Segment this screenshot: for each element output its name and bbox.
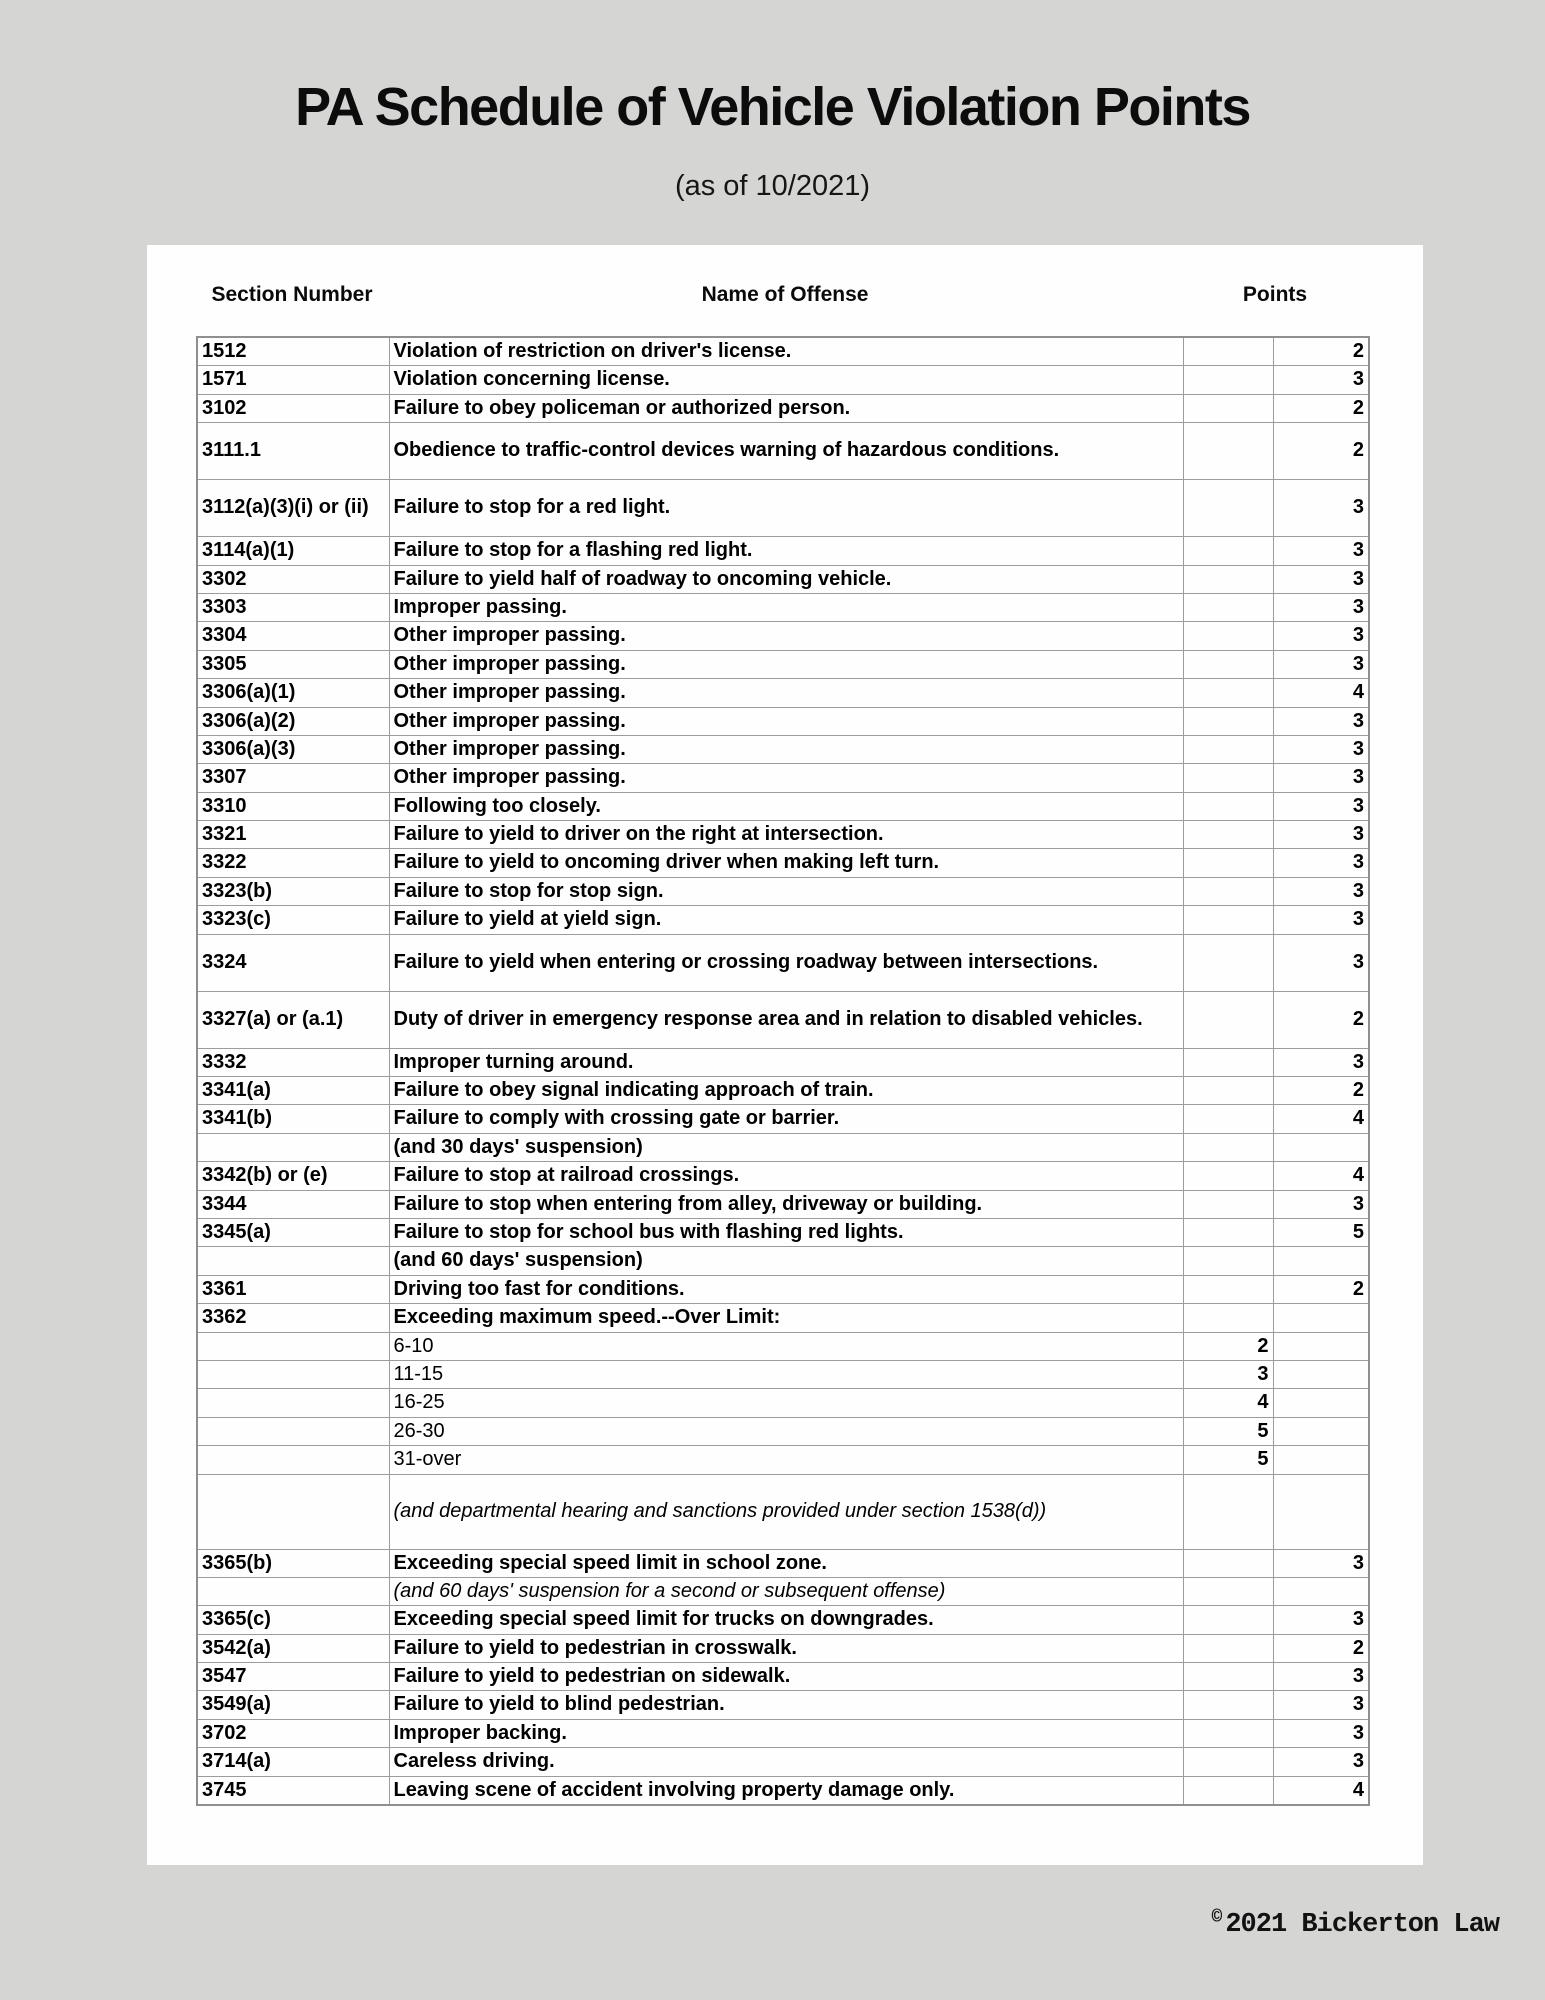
points-cell: 3 bbox=[1273, 1719, 1369, 1747]
offense-cell: Obedience to traffic-control devices warning of hazardous conditions. bbox=[389, 423, 1183, 480]
offense-cell: Exceeding maximum speed.--Over Limit: bbox=[389, 1304, 1183, 1332]
offense-cell: Failure to yield to oncoming driver when making left turn. bbox=[389, 849, 1183, 877]
section-cell: 3114(a)(1) bbox=[197, 537, 389, 565]
table-row bbox=[197, 1691, 1369, 1719]
subpoints-cell bbox=[1183, 1304, 1273, 1332]
section-cell: 1571 bbox=[197, 366, 389, 394]
offense-cell: Failure to stop when entering from alley, driveway or building. bbox=[389, 1190, 1183, 1218]
footer-credit bbox=[1212, 1908, 1499, 1940]
offense-cell: Careless driving. bbox=[389, 1748, 1183, 1776]
points-cell: 3 bbox=[1273, 537, 1369, 565]
subpoints-cell bbox=[1183, 934, 1273, 991]
points-cell: 3 bbox=[1273, 565, 1369, 593]
table-row bbox=[197, 1048, 1369, 1076]
table-row bbox=[197, 1077, 1369, 1105]
points-cell: 4 bbox=[1273, 1162, 1369, 1190]
points-cell bbox=[1273, 1247, 1369, 1275]
table-row bbox=[197, 1190, 1369, 1218]
points-cell bbox=[1273, 1577, 1369, 1605]
points-cell: 2 bbox=[1273, 1634, 1369, 1662]
subpoints-cell: 5 bbox=[1183, 1446, 1273, 1474]
points-cell: 3 bbox=[1273, 1748, 1369, 1776]
offense-cell: Duty of driver in emergency response area and in relation to disabled vehicles. bbox=[389, 991, 1183, 1048]
table-row bbox=[197, 1577, 1369, 1605]
section-cell: 3344 bbox=[197, 1190, 389, 1218]
offense-cell: Other improper passing. bbox=[389, 764, 1183, 792]
subpoints-cell bbox=[1183, 1776, 1273, 1805]
section-cell bbox=[197, 1247, 389, 1275]
points-cell bbox=[1273, 1417, 1369, 1445]
table-row bbox=[197, 1474, 1369, 1549]
table-row bbox=[197, 764, 1369, 792]
table-row bbox=[197, 1304, 1369, 1332]
subpoints-cell: 3 bbox=[1183, 1360, 1273, 1388]
subpoints-cell bbox=[1183, 1105, 1273, 1133]
page-title: PA Schedule of Vehicle Violation Points bbox=[295, 77, 1250, 137]
subpoints-cell bbox=[1183, 593, 1273, 621]
offense-cell: Other improper passing. bbox=[389, 679, 1183, 707]
points-cell: 2 bbox=[1273, 1077, 1369, 1105]
subpoints-cell bbox=[1183, 1577, 1273, 1605]
section-cell: 3327(a) or (a.1) bbox=[197, 991, 389, 1048]
offense-cell: Other improper passing. bbox=[389, 650, 1183, 678]
section-cell: 3310 bbox=[197, 792, 389, 820]
table-row bbox=[197, 1663, 1369, 1691]
copyright-icon: © bbox=[1211, 1908, 1222, 1928]
table-row bbox=[197, 1748, 1369, 1776]
section-cell: 3111.1 bbox=[197, 423, 389, 480]
offense-cell: Failure to stop for a flashing red light. bbox=[389, 537, 1183, 565]
section-cell: 3345(a) bbox=[197, 1218, 389, 1246]
subpoints-cell bbox=[1183, 565, 1273, 593]
offense-cell: Improper backing. bbox=[389, 1719, 1183, 1747]
points-cell: 2 bbox=[1273, 394, 1369, 422]
table-row bbox=[197, 423, 1369, 480]
points-cell bbox=[1273, 1332, 1369, 1360]
table-row bbox=[197, 1606, 1369, 1634]
offense-cell: Exceeding special speed limit in school zone. bbox=[389, 1549, 1183, 1577]
points-cell: 4 bbox=[1273, 1776, 1369, 1805]
section-cell: 3102 bbox=[197, 394, 389, 422]
table-row bbox=[197, 1218, 1369, 1246]
subpoints-cell bbox=[1183, 1247, 1273, 1275]
subpoints-cell bbox=[1183, 394, 1273, 422]
table-row bbox=[197, 1446, 1369, 1474]
table-row bbox=[197, 650, 1369, 678]
subpoints-cell bbox=[1183, 480, 1273, 537]
section-cell: 3112(a)(3)(i) or (ii) bbox=[197, 480, 389, 537]
offense-cell: Failure to yield to pedestrian in crosswalk. bbox=[389, 1634, 1183, 1662]
points-cell bbox=[1273, 1389, 1369, 1417]
offense-cell: 16-25 bbox=[389, 1389, 1183, 1417]
subpoints-cell bbox=[1183, 622, 1273, 650]
subpoints-cell bbox=[1183, 1691, 1273, 1719]
column-header-name-of-offense: Name of Offense bbox=[701, 283, 869, 306]
offense-cell: Exceeding special speed limit for trucks on downgrades. bbox=[389, 1606, 1183, 1634]
subpoints-cell bbox=[1183, 877, 1273, 905]
offense-cell: 26-30 bbox=[389, 1417, 1183, 1445]
section-cell: 3341(a) bbox=[197, 1077, 389, 1105]
offense-cell: Following too closely. bbox=[389, 792, 1183, 820]
table-row bbox=[197, 593, 1369, 621]
points-cell: 3 bbox=[1273, 707, 1369, 735]
subpoints-cell bbox=[1183, 1748, 1273, 1776]
points-cell: 3 bbox=[1273, 1549, 1369, 1577]
subpoints-cell bbox=[1183, 821, 1273, 849]
subpoints-cell bbox=[1183, 1133, 1273, 1161]
offense-cell: Failure to stop at railroad crossings. bbox=[389, 1162, 1183, 1190]
column-header-section-number: Section Number bbox=[211, 283, 373, 306]
table-row bbox=[197, 1417, 1369, 1445]
section-cell: 3323(b) bbox=[197, 877, 389, 905]
points-cell bbox=[1273, 1474, 1369, 1549]
section-cell: 3323(c) bbox=[197, 906, 389, 934]
offense-cell: Improper passing. bbox=[389, 593, 1183, 621]
subpoints-cell bbox=[1183, 650, 1273, 678]
offense-cell: Failure to yield to driver on the right at intersection. bbox=[389, 821, 1183, 849]
subpoints-cell bbox=[1183, 1606, 1273, 1634]
subpoints-cell bbox=[1183, 1218, 1273, 1246]
table-row bbox=[197, 1549, 1369, 1577]
table-row bbox=[197, 707, 1369, 735]
section-cell bbox=[197, 1577, 389, 1605]
section-cell: 3302 bbox=[197, 565, 389, 593]
table-row bbox=[197, 906, 1369, 934]
section-cell: 3365(c) bbox=[197, 1606, 389, 1634]
offense-cell: Improper turning around. bbox=[389, 1048, 1183, 1076]
table-row bbox=[197, 735, 1369, 763]
points-cell: 3 bbox=[1273, 593, 1369, 621]
section-cell: 3332 bbox=[197, 1048, 389, 1076]
table-row bbox=[197, 1332, 1369, 1360]
table-row bbox=[197, 934, 1369, 991]
subpoints-cell: 2 bbox=[1183, 1332, 1273, 1360]
section-cell: 3324 bbox=[197, 934, 389, 991]
offense-cell: Other improper passing. bbox=[389, 707, 1183, 735]
offense-cell: 11-15 bbox=[389, 1360, 1183, 1388]
subpoints-cell bbox=[1183, 1077, 1273, 1105]
section-cell: 1512 bbox=[197, 337, 389, 366]
offense-cell: Other improper passing. bbox=[389, 622, 1183, 650]
section-cell: 3365(b) bbox=[197, 1549, 389, 1577]
offense-cell: Failure to stop for stop sign. bbox=[389, 877, 1183, 905]
subpoints-cell bbox=[1183, 764, 1273, 792]
points-cell: 3 bbox=[1273, 1691, 1369, 1719]
table-row bbox=[197, 849, 1369, 877]
section-cell bbox=[197, 1389, 389, 1417]
section-cell: 3542(a) bbox=[197, 1634, 389, 1662]
subpoints-cell bbox=[1183, 1190, 1273, 1218]
table-row bbox=[197, 1634, 1369, 1662]
points-cell bbox=[1273, 1446, 1369, 1474]
section-cell: 3547 bbox=[197, 1663, 389, 1691]
table-row bbox=[197, 1389, 1369, 1417]
subpoints-cell bbox=[1183, 1634, 1273, 1662]
points-cell: 3 bbox=[1273, 934, 1369, 991]
subpoints-cell bbox=[1183, 1549, 1273, 1577]
points-cell: 3 bbox=[1273, 877, 1369, 905]
table-row bbox=[197, 337, 1369, 366]
points-cell bbox=[1273, 1360, 1369, 1388]
points-cell: 3 bbox=[1273, 1048, 1369, 1076]
offense-cell: Other improper passing. bbox=[389, 735, 1183, 763]
points-cell bbox=[1273, 1133, 1369, 1161]
points-cell: 3 bbox=[1273, 849, 1369, 877]
points-cell: 2 bbox=[1273, 423, 1369, 480]
table-row bbox=[197, 792, 1369, 820]
section-cell: 3361 bbox=[197, 1275, 389, 1303]
subpoints-cell: 4 bbox=[1183, 1389, 1273, 1417]
points-cell: 2 bbox=[1273, 991, 1369, 1048]
points-cell: 4 bbox=[1273, 1105, 1369, 1133]
section-cell bbox=[197, 1332, 389, 1360]
section-cell bbox=[197, 1446, 389, 1474]
table-row bbox=[197, 1105, 1369, 1133]
points-cell: 3 bbox=[1273, 1606, 1369, 1634]
offense-cell: Failure to yield to pedestrian on sidewalk. bbox=[389, 1663, 1183, 1691]
points-cell: 5 bbox=[1273, 1218, 1369, 1246]
table-row bbox=[197, 366, 1369, 394]
section-cell bbox=[197, 1133, 389, 1161]
section-cell: 3702 bbox=[197, 1719, 389, 1747]
offense-cell: Driving too fast for conditions. bbox=[389, 1275, 1183, 1303]
table-row bbox=[197, 1275, 1369, 1303]
section-cell: 3306(a)(1) bbox=[197, 679, 389, 707]
subpoints-cell bbox=[1183, 1719, 1273, 1747]
section-cell: 3745 bbox=[197, 1776, 389, 1805]
subpoints-cell bbox=[1183, 707, 1273, 735]
offense-cell: Failure to stop for a red light. bbox=[389, 480, 1183, 537]
offense-cell: Violation of restriction on driver's license. bbox=[389, 337, 1183, 366]
subpoints-cell bbox=[1183, 1663, 1273, 1691]
offense-cell: Failure to yield at yield sign. bbox=[389, 906, 1183, 934]
subpoints-cell bbox=[1183, 366, 1273, 394]
table-row bbox=[197, 821, 1369, 849]
offense-cell: 6-10 bbox=[389, 1332, 1183, 1360]
points-cell: 3 bbox=[1273, 906, 1369, 934]
subpoints-cell bbox=[1183, 1474, 1273, 1549]
offense-cell: Failure to yield to blind pedestrian. bbox=[389, 1691, 1183, 1719]
table-row bbox=[197, 622, 1369, 650]
offense-cell: Failure to yield when entering or crossing roadway between intersections. bbox=[389, 934, 1183, 991]
section-cell: 3305 bbox=[197, 650, 389, 678]
offense-cell: (and 30 days' suspension) bbox=[389, 1133, 1183, 1161]
offense-cell: Violation concerning license. bbox=[389, 366, 1183, 394]
offense-cell: (and 60 days' suspension for a second or subsequent offense) bbox=[389, 1577, 1183, 1605]
table-row bbox=[197, 1247, 1369, 1275]
table-row bbox=[197, 1133, 1369, 1161]
subpoints-cell bbox=[1183, 849, 1273, 877]
offense-cell: Failure to comply with crossing gate or barrier. bbox=[389, 1105, 1183, 1133]
points-cell: 3 bbox=[1273, 1663, 1369, 1691]
subpoints-cell bbox=[1183, 792, 1273, 820]
points-cell: 3 bbox=[1273, 821, 1369, 849]
section-cell: 3341(b) bbox=[197, 1105, 389, 1133]
section-cell bbox=[197, 1360, 389, 1388]
section-cell: 3306(a)(2) bbox=[197, 707, 389, 735]
table-row bbox=[197, 991, 1369, 1048]
table-row bbox=[197, 1162, 1369, 1190]
section-cell: 3714(a) bbox=[197, 1748, 389, 1776]
points-cell: 4 bbox=[1273, 679, 1369, 707]
table-row bbox=[197, 480, 1369, 537]
points-cell: 2 bbox=[1273, 1275, 1369, 1303]
offense-cell: Leaving scene of accident involving property damage only. bbox=[389, 1776, 1183, 1805]
subpoints-cell bbox=[1183, 537, 1273, 565]
page-subtitle: (as of 10/2021) bbox=[674, 170, 871, 202]
section-cell: 3306(a)(3) bbox=[197, 735, 389, 763]
section-cell: 3304 bbox=[197, 622, 389, 650]
points-cell: 2 bbox=[1273, 337, 1369, 366]
section-cell bbox=[197, 1417, 389, 1445]
points-cell: 3 bbox=[1273, 366, 1369, 394]
offense-cell: (and 60 days' suspension) bbox=[389, 1247, 1183, 1275]
offense-cell: Failure to yield half of roadway to oncoming vehicle. bbox=[389, 565, 1183, 593]
subpoints-cell: 5 bbox=[1183, 1417, 1273, 1445]
points-cell: 3 bbox=[1273, 735, 1369, 763]
table-row bbox=[197, 565, 1369, 593]
table-row bbox=[197, 1360, 1369, 1388]
subpoints-cell bbox=[1183, 991, 1273, 1048]
offense-cell: Failure to obey policeman or authorized person. bbox=[389, 394, 1183, 422]
subpoints-cell bbox=[1183, 1162, 1273, 1190]
table-row bbox=[197, 1719, 1369, 1747]
section-cell: 3549(a) bbox=[197, 1691, 389, 1719]
section-cell: 3342(b) or (e) bbox=[197, 1162, 389, 1190]
table-row bbox=[197, 537, 1369, 565]
footer-credit-text: 2021 Bickerton Law bbox=[1225, 1910, 1499, 1940]
table-sheet bbox=[147, 245, 1423, 1865]
offense-cell: 31-over bbox=[389, 1446, 1183, 1474]
table-row bbox=[197, 394, 1369, 422]
offense-cell: (and departmental hearing and sanctions provided under section 1538(d)) bbox=[389, 1474, 1183, 1549]
section-cell bbox=[197, 1474, 389, 1549]
subpoints-cell bbox=[1183, 679, 1273, 707]
violations-table-body bbox=[197, 337, 1369, 1805]
violations-table bbox=[196, 336, 1370, 1806]
subpoints-cell bbox=[1183, 735, 1273, 763]
section-cell: 3362 bbox=[197, 1304, 389, 1332]
points-cell: 3 bbox=[1273, 650, 1369, 678]
section-cell: 3303 bbox=[197, 593, 389, 621]
offense-cell: Failure to obey signal indicating approach of train. bbox=[389, 1077, 1183, 1105]
points-cell: 3 bbox=[1273, 1190, 1369, 1218]
section-cell: 3307 bbox=[197, 764, 389, 792]
section-cell: 3322 bbox=[197, 849, 389, 877]
subpoints-cell bbox=[1183, 423, 1273, 480]
table-row bbox=[197, 877, 1369, 905]
subpoints-cell bbox=[1183, 1275, 1273, 1303]
subpoints-cell bbox=[1183, 906, 1273, 934]
table-row bbox=[197, 1776, 1369, 1805]
column-header-points: Points bbox=[1242, 283, 1308, 306]
points-cell: 3 bbox=[1273, 622, 1369, 650]
points-cell bbox=[1273, 1304, 1369, 1332]
subpoints-cell bbox=[1183, 1048, 1273, 1076]
section-cell: 3321 bbox=[197, 821, 389, 849]
subpoints-cell bbox=[1183, 337, 1273, 366]
points-cell: 3 bbox=[1273, 480, 1369, 537]
points-cell: 3 bbox=[1273, 792, 1369, 820]
table-row bbox=[197, 679, 1369, 707]
offense-cell: Failure to stop for school bus with flashing red lights. bbox=[389, 1218, 1183, 1246]
points-cell: 3 bbox=[1273, 764, 1369, 792]
